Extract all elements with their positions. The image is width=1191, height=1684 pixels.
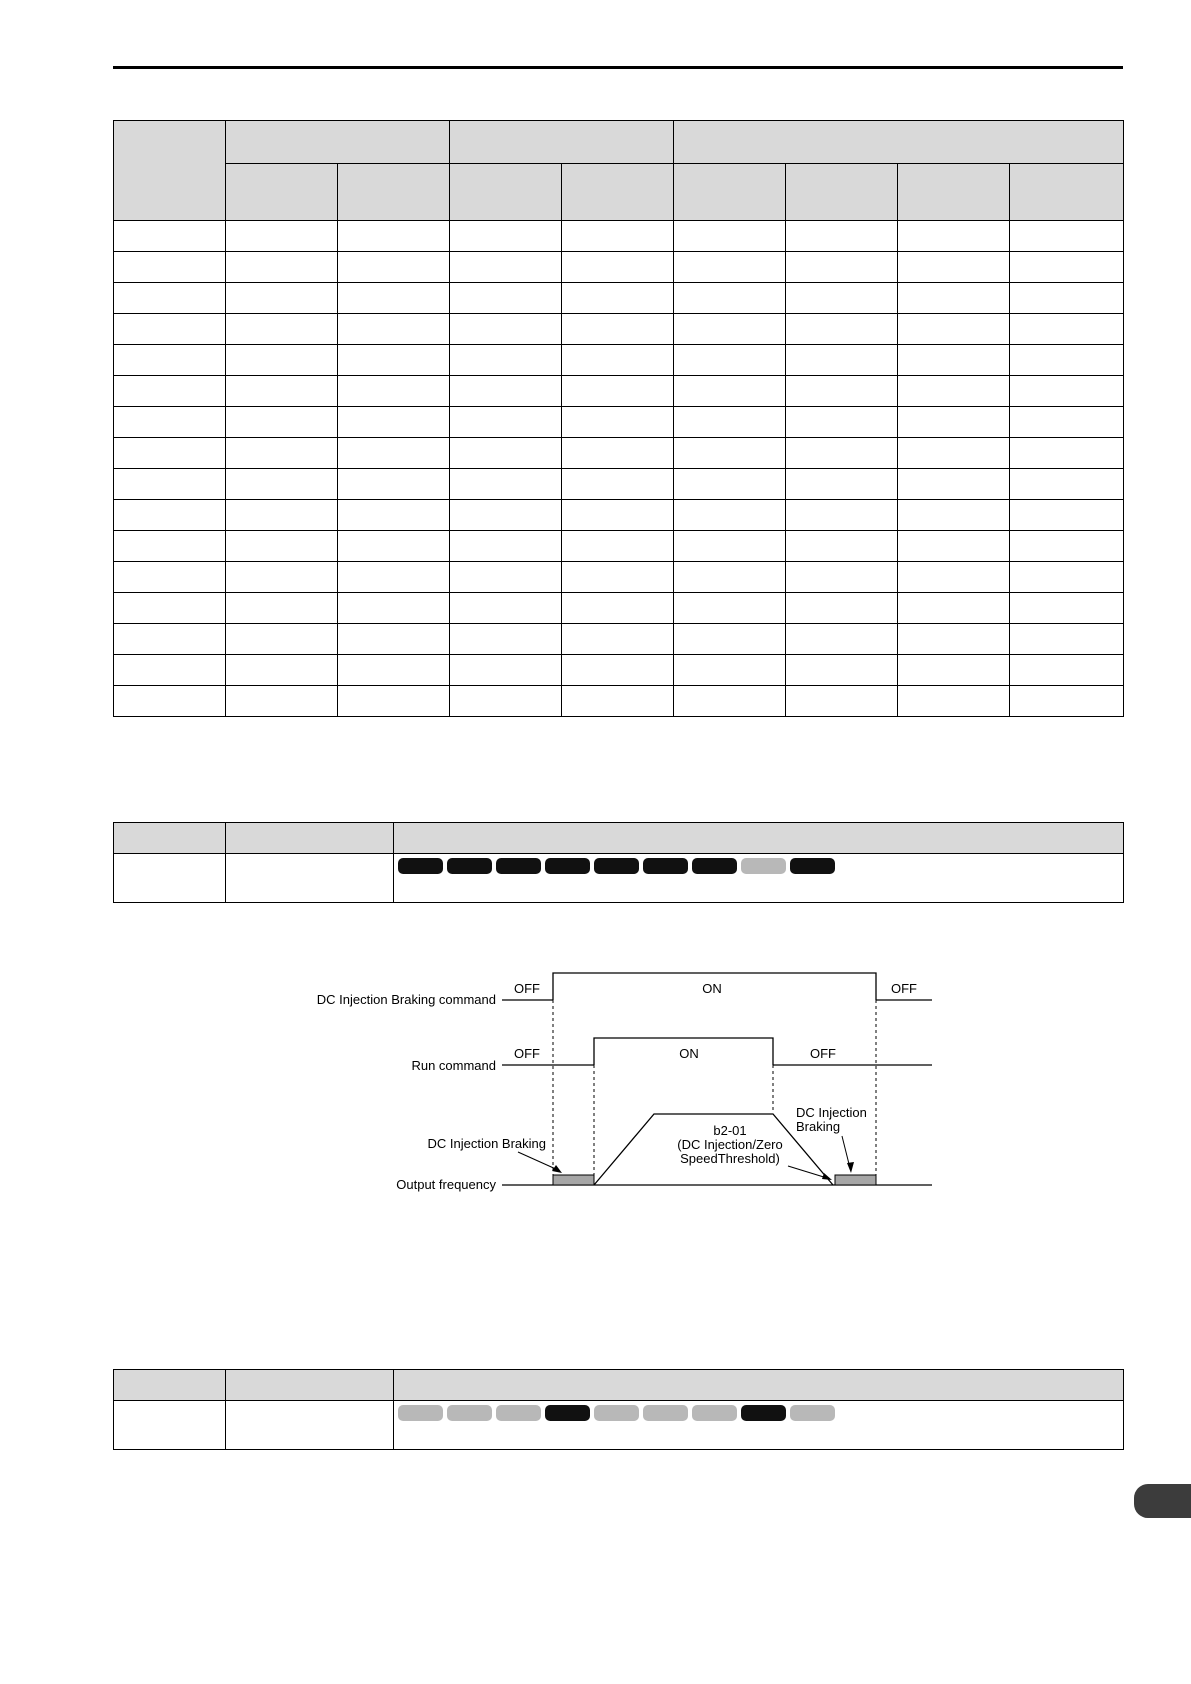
- table-cell: [898, 314, 1010, 345]
- table-sub-header: [1010, 164, 1124, 221]
- control-mode-badge-off: [790, 1405, 835, 1421]
- table-cell: [786, 376, 898, 407]
- table-cell: [898, 655, 1010, 686]
- table-cell: [674, 407, 786, 438]
- table-cell: [898, 531, 1010, 562]
- table-cell: [338, 283, 450, 314]
- table-sub-header: [898, 164, 1010, 221]
- table-cell: [898, 593, 1010, 624]
- dc-injection-timing-diagram: [290, 960, 950, 1200]
- table-cell: [1010, 438, 1124, 469]
- table-cell: [674, 252, 786, 283]
- control-mode-badge-off: [643, 1405, 688, 1421]
- table-cell: [114, 438, 226, 469]
- output-frequency-label: Output frequency: [396, 1177, 496, 1192]
- param-no-cell: [114, 854, 226, 903]
- table-cell: [898, 624, 1010, 655]
- table-cell: [674, 531, 786, 562]
- table-cell: [114, 593, 226, 624]
- control-mode-badge-on: [398, 858, 443, 874]
- table-cell: [450, 314, 562, 345]
- table-cell: [898, 500, 1010, 531]
- param-name-cell: [226, 1401, 394, 1450]
- table-cell: [338, 469, 450, 500]
- table-row: [114, 345, 1124, 376]
- table-cell: [450, 469, 562, 500]
- param-description-cell: [394, 854, 1124, 903]
- table-cell: [1010, 345, 1124, 376]
- table-cell: [1010, 593, 1124, 624]
- param-description-header: [394, 823, 1124, 854]
- table-cell: [562, 252, 674, 283]
- table-cell: [338, 221, 450, 252]
- table-row: [114, 655, 1124, 686]
- specification-table: [113, 120, 1124, 717]
- table-cell: [226, 624, 338, 655]
- table-cell: [674, 624, 786, 655]
- table-cell: [562, 469, 674, 500]
- table-cell: [226, 531, 338, 562]
- table-cell: [562, 624, 674, 655]
- table-cell: [562, 500, 674, 531]
- table-sub-header: [338, 164, 450, 221]
- table-cell: [226, 593, 338, 624]
- control-mode-badge-off: [594, 1405, 639, 1421]
- table-cell: [1010, 221, 1124, 252]
- dc-cmd-label: DC Injection Braking command: [316, 992, 496, 1007]
- table-cell: [114, 686, 226, 717]
- table-cell: [786, 407, 898, 438]
- table-cell: [562, 283, 674, 314]
- table-row: [114, 438, 1124, 469]
- table-cell: [898, 221, 1010, 252]
- table-cell: [786, 686, 898, 717]
- table-row: [114, 221, 1124, 252]
- table-cell: [786, 221, 898, 252]
- table-cell: [674, 686, 786, 717]
- table-cell: [226, 407, 338, 438]
- b2-01-leader: [788, 1166, 827, 1178]
- table-row: [114, 407, 1124, 438]
- b2-01-label: b2-01: [713, 1123, 747, 1138]
- table-cell: [114, 500, 226, 531]
- table-row: [114, 252, 1124, 283]
- table-cell: [786, 500, 898, 531]
- table-sub-header: [562, 164, 674, 221]
- table-cell: [562, 438, 674, 469]
- table-cell: [226, 283, 338, 314]
- table-sub-header: [450, 164, 562, 221]
- table-cell: [674, 593, 786, 624]
- table-cell: [338, 593, 450, 624]
- table-cell: [338, 376, 450, 407]
- table-cell: [1010, 283, 1124, 314]
- table-cell: [898, 252, 1010, 283]
- dc-cmd-off-left: OFF: [514, 981, 540, 996]
- arrowhead-icon: [552, 1165, 562, 1173]
- table-cell: [114, 252, 226, 283]
- table-cell: [114, 531, 226, 562]
- table-cell: [562, 686, 674, 717]
- table-row: [114, 624, 1124, 655]
- parameter-table-2: [113, 1369, 1124, 1450]
- table-cell: [226, 345, 338, 376]
- table-row: [114, 469, 1124, 500]
- table-cell: [338, 252, 450, 283]
- table-cell: [450, 376, 562, 407]
- table-cell: [1010, 500, 1124, 531]
- table-group-header: [450, 121, 674, 164]
- dc-cmd-off-right: OFF: [891, 981, 917, 996]
- run-cmd-off-right: OFF: [810, 1046, 836, 1061]
- table-cell: [674, 500, 786, 531]
- table-cell: [226, 221, 338, 252]
- control-mode-badges: [394, 854, 1123, 874]
- dc-cmd-on: ON: [702, 981, 722, 996]
- run-cmd-off-left: OFF: [514, 1046, 540, 1061]
- table-row: [114, 686, 1124, 717]
- table-cell: [450, 345, 562, 376]
- table-cell: [786, 438, 898, 469]
- table-cell: [898, 469, 1010, 500]
- table-cell: [562, 531, 674, 562]
- table-cell: [114, 562, 226, 593]
- control-mode-badge-on: [594, 858, 639, 874]
- table-cell: [898, 376, 1010, 407]
- table-cell: [338, 531, 450, 562]
- table-cell: [226, 469, 338, 500]
- page-header-rule: [113, 66, 1123, 69]
- table-cell: [1010, 376, 1124, 407]
- table-cell: [1010, 469, 1124, 500]
- table-cell: [338, 655, 450, 686]
- table-cell: [674, 562, 786, 593]
- table-header-cell: [114, 121, 226, 221]
- table-cell: [450, 252, 562, 283]
- table-cell: [562, 345, 674, 376]
- control-mode-badge-on: [741, 1405, 786, 1421]
- table-cell: [898, 283, 1010, 314]
- dc-braking-right-label: DC Injection: [796, 1105, 867, 1120]
- table-cell: [674, 469, 786, 500]
- table-cell: [898, 407, 1010, 438]
- table-cell: [786, 562, 898, 593]
- table-group-header: [226, 121, 450, 164]
- table-cell: [114, 376, 226, 407]
- param-no-cell: [114, 1401, 226, 1450]
- table-cell: [898, 438, 1010, 469]
- table-cell: [898, 345, 1010, 376]
- table-cell: [450, 283, 562, 314]
- table-cell: [786, 469, 898, 500]
- arrowhead-icon: [847, 1162, 854, 1173]
- table-cell: [450, 438, 562, 469]
- table-cell: [338, 407, 450, 438]
- param-description-cell: [394, 1401, 1124, 1450]
- table-cell: [226, 438, 338, 469]
- table-cell: [450, 562, 562, 593]
- dc-braking-right-label-line2: Braking: [796, 1119, 841, 1134]
- table-cell: [786, 314, 898, 345]
- param-description-header: [394, 1370, 1124, 1401]
- dc-braking-block-start: [553, 1175, 594, 1185]
- table-cell: [786, 531, 898, 562]
- table-cell: [226, 655, 338, 686]
- table-cell: [786, 624, 898, 655]
- table-cell: [1010, 314, 1124, 345]
- table-cell: [114, 469, 226, 500]
- table-cell: [786, 345, 898, 376]
- table-cell: [114, 345, 226, 376]
- param-no-header: [114, 823, 226, 854]
- table-cell: [338, 562, 450, 593]
- parameter-table-1: [113, 822, 1124, 903]
- control-mode-badge-on: [496, 858, 541, 874]
- control-mode-badge-on: [692, 858, 737, 874]
- table-cell: [1010, 624, 1124, 655]
- table-cell: [562, 407, 674, 438]
- table-cell: [114, 221, 226, 252]
- table-row: [114, 562, 1124, 593]
- control-mode-badge-on: [790, 858, 835, 874]
- control-mode-badge-off: [741, 858, 786, 874]
- run-cmd-label: Run command: [411, 1058, 496, 1073]
- table-cell: [338, 500, 450, 531]
- table-cell: [226, 376, 338, 407]
- table-cell: [114, 624, 226, 655]
- table-cell: [338, 438, 450, 469]
- table-row: [114, 314, 1124, 345]
- control-mode-badge-on: [447, 858, 492, 874]
- table-cell: [562, 562, 674, 593]
- control-mode-badge-off: [692, 1405, 737, 1421]
- param-name-header: [226, 1370, 394, 1401]
- table-cell: [450, 500, 562, 531]
- table-cell: [1010, 686, 1124, 717]
- table-cell: [450, 531, 562, 562]
- control-mode-badge-on: [545, 858, 590, 874]
- table-sub-header: [786, 164, 898, 221]
- table-cell: [450, 407, 562, 438]
- table-cell: [674, 221, 786, 252]
- table-cell: [450, 686, 562, 717]
- table-row: [114, 500, 1124, 531]
- table-cell: [674, 438, 786, 469]
- param-no-header: [114, 1370, 226, 1401]
- control-mode-badge-on: [545, 1405, 590, 1421]
- table-cell: [786, 283, 898, 314]
- table-cell: [450, 624, 562, 655]
- table-cell: [786, 252, 898, 283]
- table-row: [114, 593, 1124, 624]
- table-cell: [338, 345, 450, 376]
- table-cell: [562, 655, 674, 686]
- table-cell: [114, 407, 226, 438]
- table-cell: [562, 593, 674, 624]
- table-cell: [898, 686, 1010, 717]
- table-cell: [674, 655, 786, 686]
- control-mode-badge-on: [643, 858, 688, 874]
- table-sub-header: [674, 164, 786, 221]
- param-name-header: [226, 823, 394, 854]
- table-cell: [562, 221, 674, 252]
- chapter-tab[interactable]: [1134, 1484, 1191, 1518]
- table-cell: [674, 345, 786, 376]
- table-cell: [114, 655, 226, 686]
- table-cell: [450, 655, 562, 686]
- table-group-header: [674, 121, 1124, 164]
- control-mode-badge-off: [447, 1405, 492, 1421]
- table-cell: [562, 376, 674, 407]
- table-cell: [1010, 655, 1124, 686]
- b2-01-label-line3: SpeedThreshold): [680, 1151, 780, 1166]
- table-cell: [450, 593, 562, 624]
- table-cell: [1010, 562, 1124, 593]
- table-cell: [786, 593, 898, 624]
- run-cmd-on: ON: [679, 1046, 699, 1061]
- table-row: [114, 283, 1124, 314]
- table-cell: [450, 221, 562, 252]
- dc-braking-label: DC Injection Braking: [427, 1136, 546, 1151]
- table-cell: [1010, 252, 1124, 283]
- table-cell: [226, 314, 338, 345]
- table-cell: [114, 283, 226, 314]
- dc-braking-block-end: [835, 1175, 876, 1185]
- table-cell: [898, 562, 1010, 593]
- table-cell: [1010, 407, 1124, 438]
- table-cell: [338, 686, 450, 717]
- table-cell: [786, 655, 898, 686]
- table-sub-header: [226, 164, 338, 221]
- table-cell: [674, 283, 786, 314]
- control-mode-badge-off: [398, 1405, 443, 1421]
- table-row: [114, 531, 1124, 562]
- dc-braking-leader: [518, 1152, 558, 1170]
- control-mode-badge-off: [496, 1405, 541, 1421]
- table-cell: [674, 376, 786, 407]
- table-row: [114, 376, 1124, 407]
- table-cell: [226, 686, 338, 717]
- table-cell: [226, 252, 338, 283]
- table-cell: [674, 314, 786, 345]
- b2-01-label-line2: (DC Injection/Zero: [677, 1137, 783, 1152]
- table-cell: [1010, 531, 1124, 562]
- control-mode-badges: [394, 1401, 1123, 1421]
- param-name-cell: [226, 854, 394, 903]
- table-cell: [114, 314, 226, 345]
- table-cell: [226, 562, 338, 593]
- table-cell: [338, 314, 450, 345]
- table-cell: [226, 500, 338, 531]
- table-cell: [562, 314, 674, 345]
- table-cell: [338, 624, 450, 655]
